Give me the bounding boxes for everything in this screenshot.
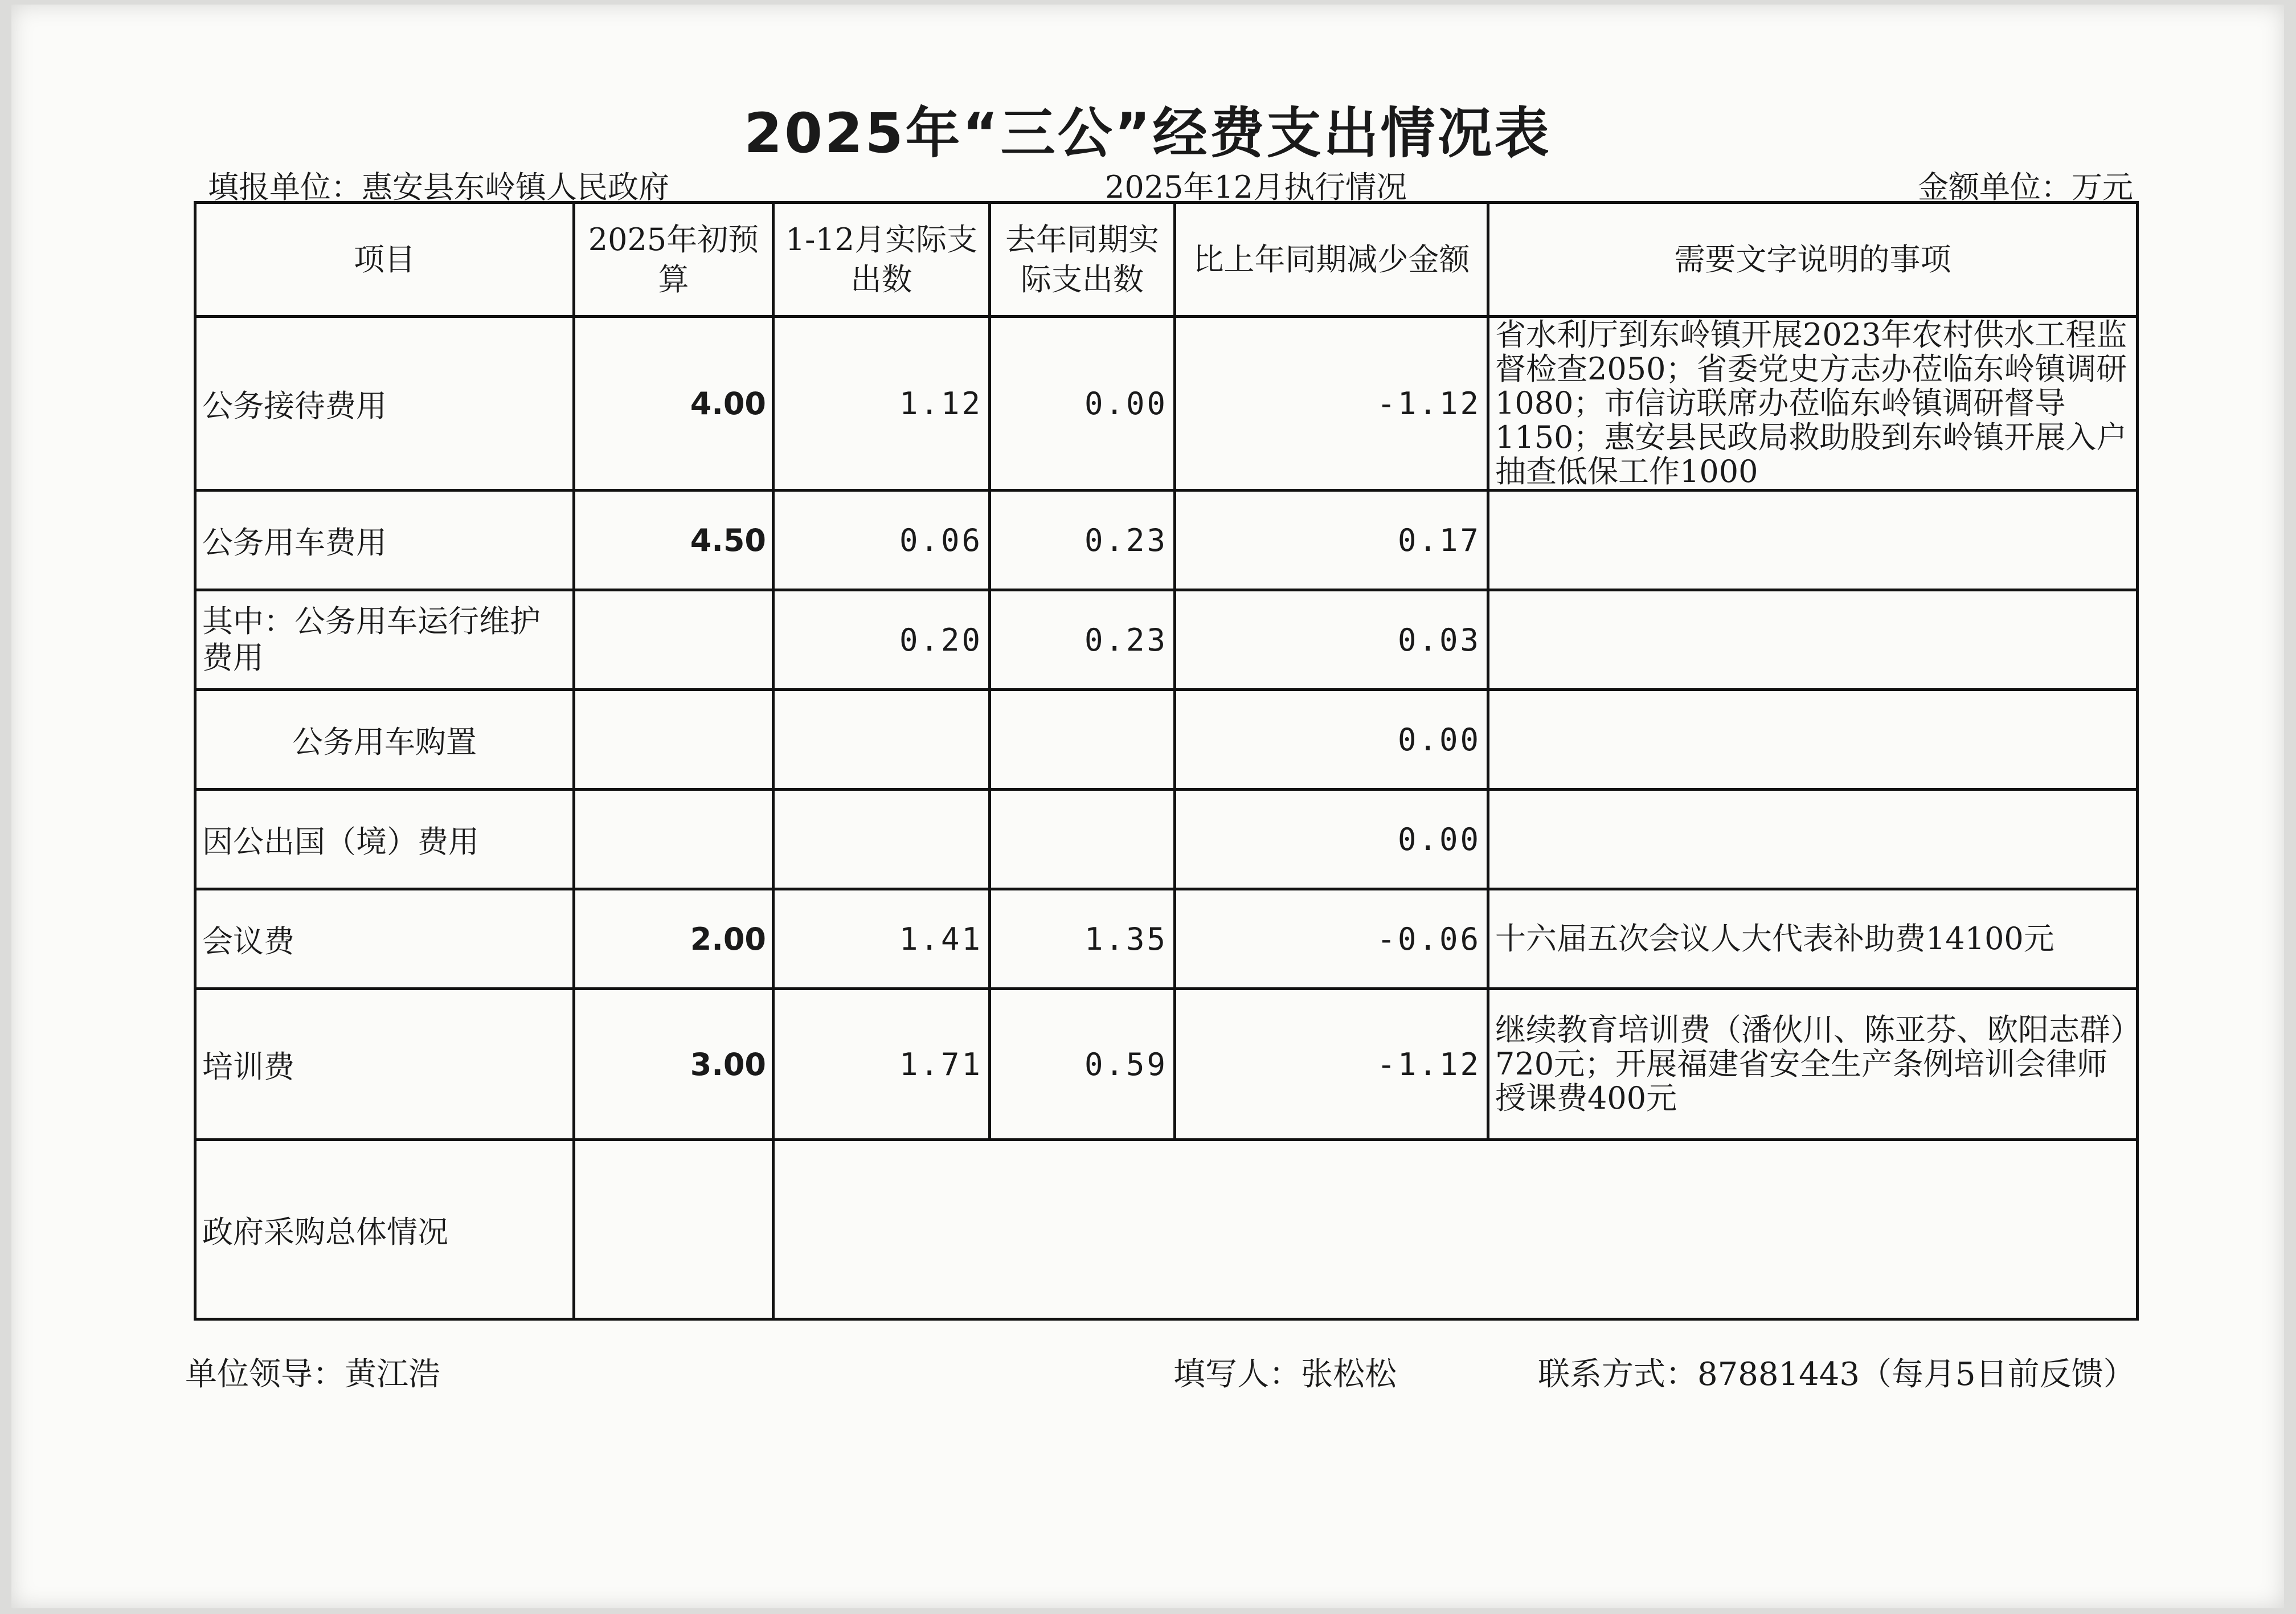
row-item: 其中：公务用车运行维护费用: [195, 590, 574, 690]
row-actual: 1.71: [773, 989, 990, 1140]
row-decrease: -1.12: [1175, 317, 1488, 491]
row-decrease: 0.03: [1175, 590, 1488, 690]
row-actual: [773, 690, 990, 790]
row-last-year: [990, 790, 1175, 889]
row-note: [1488, 590, 2138, 690]
row-actual: 1.41: [773, 889, 990, 989]
table-row: [195, 889, 2138, 989]
procurement-spacer: [574, 1140, 773, 1319]
row-note: 继续教育培训费（潘伙川、陈亚芬、欧阳志群）720元；开展福建省安全生产条例培训会律师授课费400元: [1488, 989, 2138, 1140]
row-note: 省水利厅到东岭镇开展2023年农村供水工程监督检查2050；省委党史方志办莅临东岭镇调研1080；市信访联席办莅临东岭镇调研督导1150；惠安县民政局救助股到东岭镇开展入户抽查低保工作1000: [1488, 317, 2138, 491]
row-last-year: 1.35: [990, 889, 1175, 989]
row-budget: [574, 690, 773, 790]
contact-info: 联系方式：87881443（每月5日前反馈）: [1538, 1356, 2135, 1393]
col-header-last-year: 去年同期实际支出数: [990, 203, 1175, 317]
document-sheet: [11, 5, 2284, 1608]
procurement-value: [773, 1140, 2138, 1319]
row-actual: 0.06: [773, 491, 990, 590]
row-decrease: 0.00: [1175, 790, 1488, 889]
row-actual: 0.20: [773, 590, 990, 690]
table-row: [195, 590, 2138, 690]
col-header-actual: 1-12月实际支出数: [773, 203, 990, 317]
row-item: 培训费: [195, 989, 574, 1140]
row-decrease: 0.17: [1175, 491, 1488, 590]
col-header-item: 项目: [195, 203, 574, 317]
row-last-year: 0.00: [990, 317, 1175, 491]
row-item: 公务用车购置: [195, 690, 574, 790]
row-budget: [574, 590, 773, 690]
table-row: [195, 690, 2138, 790]
row-budget: 4.00: [574, 317, 773, 491]
row-note: [1488, 690, 2138, 790]
unit-leader: 单位领导：黄江浩: [185, 1356, 440, 1393]
row-note: [1488, 790, 2138, 889]
row-item: 会议费: [195, 889, 574, 989]
row-item: 公务用车费用: [195, 491, 574, 590]
procurement-label: 政府采购总体情况: [195, 1140, 574, 1319]
row-budget: 2.00: [574, 889, 773, 989]
row-decrease: -0.06: [1175, 889, 1488, 989]
document-title: 2025年“三公”经费支出情况表: [744, 101, 1552, 165]
row-budget: [574, 790, 773, 889]
row-budget: 4.50: [574, 491, 773, 590]
table-row: [195, 491, 2138, 590]
money-unit: 金额单位：万元: [1918, 169, 2133, 205]
expense-table: [194, 201, 2139, 1321]
row-actual: [773, 790, 990, 889]
row-last-year: [990, 690, 1175, 790]
col-header-note: 需要文字说明的事项: [1488, 203, 2138, 317]
table-row: [195, 317, 2138, 491]
table-row: [195, 790, 2138, 889]
row-decrease: 0.00: [1175, 690, 1488, 790]
table-header-row: [195, 203, 2138, 317]
row-item: 因公出国（境）费用: [195, 790, 574, 889]
procurement-row: [195, 1140, 2138, 1319]
row-item: 公务接待费用: [195, 317, 574, 491]
row-note: 十六届五次会议人大代表补助费14100元: [1488, 889, 2138, 989]
col-header-decrease: 比上年同期减少金额: [1175, 203, 1488, 317]
reporting-unit: 填报单位：惠安县东岭镇人民政府: [208, 169, 669, 205]
row-last-year: 0.23: [990, 491, 1175, 590]
row-actual: 1.12: [773, 317, 990, 491]
row-last-year: 0.59: [990, 989, 1175, 1140]
row-decrease: -1.12: [1175, 989, 1488, 1140]
row-note: [1488, 491, 2138, 590]
col-header-budget: 2025年初预算: [574, 203, 773, 317]
form-writer: 填写人：张松松: [1173, 1356, 1397, 1393]
reporting-period: 2025年12月执行情况: [1105, 169, 1407, 205]
row-budget: 3.00: [574, 989, 773, 1140]
row-last-year: 0.23: [990, 590, 1175, 690]
table-row: [195, 989, 2138, 1140]
